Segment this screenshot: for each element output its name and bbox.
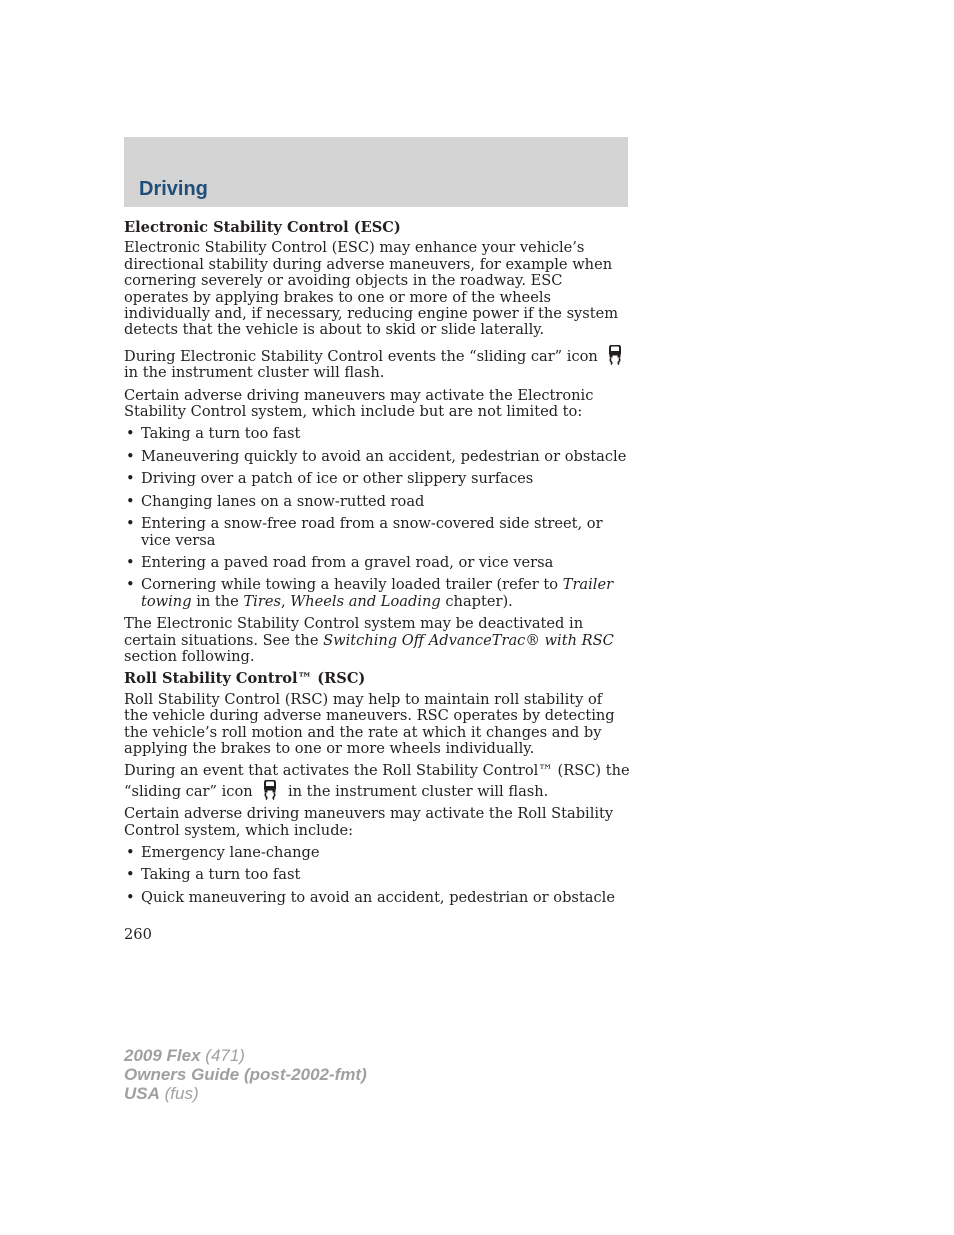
esc-paragraph-2-text-before: During Electronic Stability Control events the “sliding car” icon [124,347,598,365]
rsc-paragraph-2-text-before: During an event that activates the Roll Stability Control™ (RSC) the “sliding car” icon [124,762,630,800]
list-item: • Changing lanes on a snow-rutted road [124,494,630,510]
para-text: section following. [124,647,255,665]
footer-line-3 [124,1084,367,1103]
rsc-bullet-list [124,845,630,906]
section-reference: Switching Off AdvanceTrac® with RSC [323,631,614,649]
footer-model-code: (471) [200,1046,245,1065]
list-item [124,577,630,610]
list-item: • Taking a turn too fast [124,867,630,883]
bullet-italic-ref: Trailer towing [141,576,614,610]
rsc-paragraph-3: Certain adverse driving maneuvers may activate the Roll Stability Control system, which include: [124,805,614,839]
list-item: • Entering a snow-free road from a snow-covered side street, or vice versa [124,516,630,549]
esc-paragraph-2-text-after: in the instrument cluster will flash. [124,364,385,382]
bullet-text: Cornering while towing a heavily loaded trailer (refer to [141,576,563,594]
para-text: The Electronic Stability Control system may be deactivated in certain situations. See the [124,615,584,649]
list-item: • Quick maneuvering to avoid an accident, pedestrian or obstacle [124,890,630,906]
bullet-text: in the [191,592,244,610]
esc-heading: Electronic Stability Control (ESC) [124,219,401,236]
esc-paragraph-4 [124,616,630,665]
bullet-italic-ref: Tires [243,592,281,610]
sliding-car-icon [259,780,281,800]
rsc-paragraph-2-text-after: in the instrument cluster will flash. [287,782,549,800]
footer-line-1 [124,1046,367,1065]
footer-line-2: Owners Guide (post-2002-fmt) [124,1065,367,1084]
list-item: • Emergency lane-change [124,845,630,861]
bullet-text: chapter). [440,592,513,610]
list-item: • Driving over a patch of ice or other slippery surfaces [124,471,630,487]
page-number: 260 [124,926,152,943]
rsc-paragraph-2 [124,763,630,800]
section-header-band [124,137,628,207]
bullet-italic-ref: Wheels and Loading [290,592,441,610]
document-footer [124,1046,367,1103]
footer-market: USA [124,1084,160,1103]
section-title: Driving [139,178,208,200]
bullet-text: , [280,592,291,610]
esc-paragraph-2 [124,345,630,382]
list-item: • Maneuvering quickly to avoid an accident, pedestrian or obstacle [124,449,630,465]
rsc-paragraph-1: Roll Stability Control (RSC) may help to maintain roll stability of the vehicle during adverse maneuvers. RSC operates by detecting the vehicle’s roll motion and the rate at which it changes and by applying the brakes to one or more wheels individually. [124,690,615,757]
esc-bullet-list [124,426,630,610]
list-item: • Taking a turn too fast [124,426,630,442]
sliding-car-icon [604,345,626,365]
main-content [124,220,630,912]
rsc-heading: Roll Stability Control™ (RSC) [124,670,366,688]
footer-market-code: (fus) [159,1084,199,1103]
esc-paragraph-3: Certain adverse driving maneuvers may activate the Electronic Stability Control system, which include but are not limited to: [124,386,594,421]
list-item: • Entering a paved road from a gravel road, or vice versa [124,555,630,571]
footer-model: 2009 Flex [124,1046,201,1065]
esc-paragraph-1: Electronic Stability Control (ESC) may enhance your vehicle’s directional stability during adverse maneuvers, for example when cornering severely or avoiding objects in the roadway. ESC operates by applying brakes to one or more of the wheels individually and, if necessary, reducing engine power if the system detects that the vehicle is about to skid or slide laterally. [124,239,619,339]
